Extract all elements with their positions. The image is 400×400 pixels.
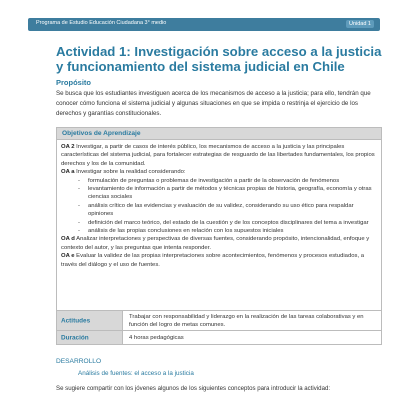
development-intro: Se sugiere compartir con los jóvenes algunos de los siguientes conceptos para introducir la actividad: — [56, 385, 331, 392]
objectives-table — [56, 127, 382, 345]
development-heading: DESARROLLO — [56, 358, 102, 365]
list-item: - definición del marco teórico, del estado de la cuestión y de los conceptos disciplinares del tema a investigar — [78, 219, 379, 227]
oa-a-text: Investigar sobre la realidad considerando: — [76, 169, 186, 176]
list-item: - análisis crítico de las evidencias y evaluación de su validez, considerando su uso ético para respaldar opiniones — [78, 202, 379, 219]
attitudes-label-cell — [57, 311, 123, 330]
oa-a-list — [61, 177, 379, 236]
oa-e-text: Evaluar la validez de las propias interpretaciones sobre acontecimientos, fenómenos y procesos estudiados, a través del diálogo y el uso de fuentes. — [61, 253, 364, 268]
development-subheading: Análisis de fuentes: el acceso a la justicia — [78, 370, 194, 377]
attitudes-text: Trabajar con responsabilidad y liderazgo en la realización de las tareas colaborativas y en función del logro de metas comunes. — [129, 314, 364, 328]
attitudes-row — [57, 310, 381, 330]
objectives-header — [57, 128, 381, 140]
duration-row — [57, 330, 381, 344]
attitudes-label: Actitudes — [61, 317, 91, 324]
oa-d — [61, 235, 379, 252]
oa-a — [61, 168, 379, 176]
unit-badge: Unidad 1 — [346, 20, 374, 28]
duration-label: Duración — [61, 334, 89, 341]
header-bar — [28, 18, 380, 31]
oa-2 — [61, 143, 379, 168]
activity-title: Actividad 1: Investigación sobre acceso a la justicia y funcionamiento del sistema judicial en Chile — [56, 44, 382, 74]
list-item: - formulación de preguntas o problemas de investigación a partir de la observación de fenómenos — [78, 177, 379, 185]
oa-a-code: OA a — [61, 169, 75, 176]
list-item: - levantamiento de información a partir de métodos y técnicas propias de historia, geografía, economía y otras ciencias sociales — [78, 185, 379, 202]
program-title: Programa de Estudio Educación Ciudadana 3° medio — [36, 20, 167, 26]
list-item: - análisis de las propias conclusiones en relación con los supuestos iniciales — [78, 227, 379, 235]
objectives-header-label: Objetivos de Aprendizaje — [62, 130, 141, 137]
duration-text: 4 horas pedagógicas — [129, 335, 184, 341]
objectives-content — [61, 143, 379, 269]
oa-d-text: Analizar interpretaciones y perspectivas de diversas fuentes, considerando propósito, intencionalidad, enfoque y contexto del autor, y las preguntas que intenta responder. — [61, 236, 370, 251]
oa-e — [61, 252, 379, 269]
duration-label-cell — [57, 331, 123, 344]
oa-2-code: OA 2 — [61, 144, 75, 150]
purpose-heading: Propósito — [56, 78, 91, 87]
purpose-text: Se busca que los estudiantes investiguen acerca de los mecanismos de acceso a la justicia; para ello, tendrán que conocer cómo funciona el sistema judicial y algunas situaciones en que se impida o restrinja el ejercicio de los derechos y garantías constitucionales. — [56, 90, 371, 117]
oa-e-code: OA e — [61, 253, 75, 260]
oa-2-text: Investigar, a partir de casos de interés público, los mecanismos de acceso a la justicia y las principales características del sistema judicial, para fortalecer estrategias de resguardo de las libertades fundamentales, los propios derechos y los de la comunidad. — [61, 144, 375, 167]
oa-d-code: OA d — [61, 236, 75, 243]
